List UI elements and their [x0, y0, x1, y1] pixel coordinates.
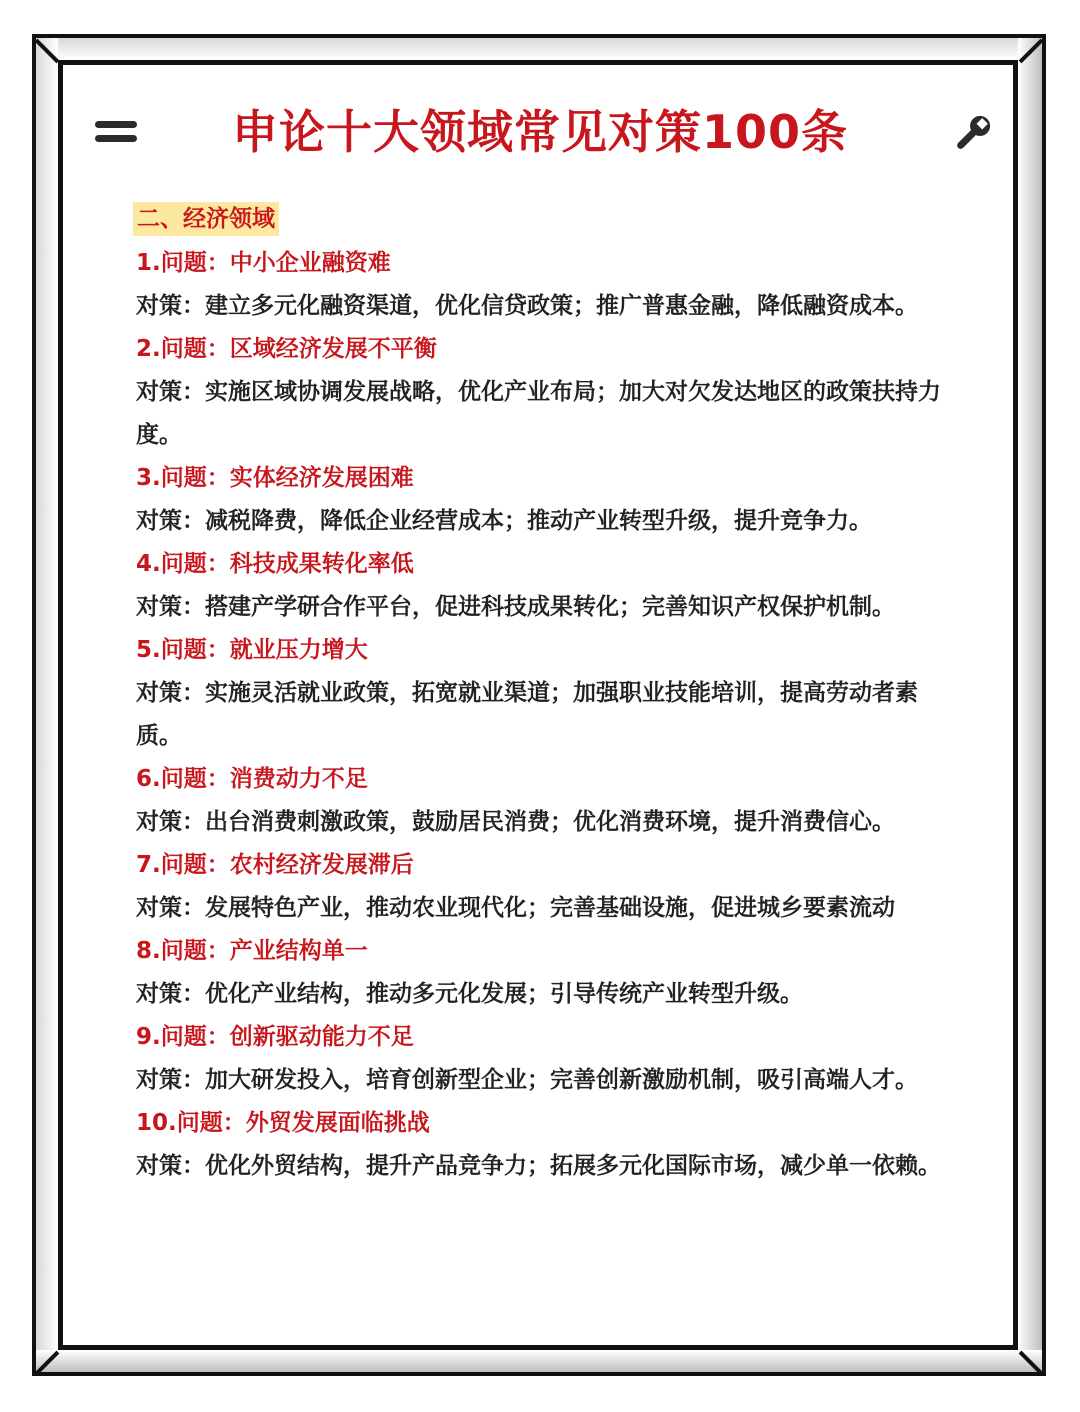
measure-text: 对策：搭建产学研合作平台，促进科技成果转化；完善知识产权保护机制。 — [136, 594, 895, 620]
list-item — [136, 543, 956, 629]
list-item — [136, 844, 956, 930]
issue-heading: 4.问题：科技成果转化率低 — [136, 551, 414, 577]
issue-heading: 10.问题：外贸发展面临挑战 — [136, 1110, 430, 1136]
issue-heading: 5.问题：就业压力增大 — [136, 637, 368, 663]
measure-text: 对策：发展特色产业，推动农业现代化；完善基础设施，促进城乡要素流动 — [136, 895, 895, 921]
wrench-icon[interactable] — [952, 112, 994, 154]
measure-text: 对策：建立多元化融资渠道，优化信贷政策；推广普惠金融，降低融资成本。 — [136, 293, 918, 319]
measure-text: 对策：优化外贸结构，提升产品竞争力；拓展多元化国际市场，减少单一依赖。 — [136, 1153, 941, 1179]
measure-text: 对策：实施区域协调发展战略，优化产业布局；加大对欠发达地区的政策扶持力度。 — [136, 379, 941, 448]
measure-text: 对策：实施灵活就业政策，拓宽就业渠道；加强职业技能培训，提高劳动者素质。 — [136, 680, 918, 749]
measure-text: 对策：出台消费刺激政策，鼓励居民消费；优化消费环境，提升消费信心。 — [136, 809, 895, 835]
strategy-list — [136, 242, 956, 1188]
measure-text: 对策：加大研发投入，培育创新型企业；完善创新激励机制，吸引高端人才。 — [136, 1067, 918, 1093]
list-item — [136, 930, 956, 1016]
list-item — [136, 1016, 956, 1102]
measure-text: 对策：减税降费，降低企业经营成本；推动产业转型升级，提升竞争力。 — [136, 508, 872, 534]
section-label: 二、经济领域 — [133, 202, 279, 236]
issue-heading: 7.问题：农村经济发展滞后 — [136, 852, 414, 878]
list-item — [136, 242, 956, 328]
issue-heading: 2.问题：区域经济发展不平衡 — [136, 336, 437, 362]
list-item — [136, 1102, 956, 1188]
list-item — [136, 457, 956, 543]
issue-heading: 8.问题：产业结构单一 — [136, 938, 368, 964]
issue-heading: 1.问题：中小企业融资难 — [136, 250, 391, 276]
menu-icon-bar — [95, 135, 137, 142]
issue-heading: 9.问题：创新驱动能力不足 — [136, 1024, 414, 1050]
issue-heading: 3.问题：实体经济发展困难 — [136, 465, 414, 491]
list-item — [136, 629, 956, 758]
page-title: 申论十大领域常见对策100条 — [231, 105, 849, 159]
menu-icon[interactable] — [95, 121, 137, 143]
issue-heading: 6.问题：消费动力不足 — [136, 766, 368, 792]
menu-icon-bar — [95, 121, 137, 128]
list-item — [136, 758, 956, 844]
list-item — [136, 328, 956, 457]
measure-text: 对策：优化产业结构，推动多元化发展；引导传统产业转型升级。 — [136, 981, 803, 1007]
